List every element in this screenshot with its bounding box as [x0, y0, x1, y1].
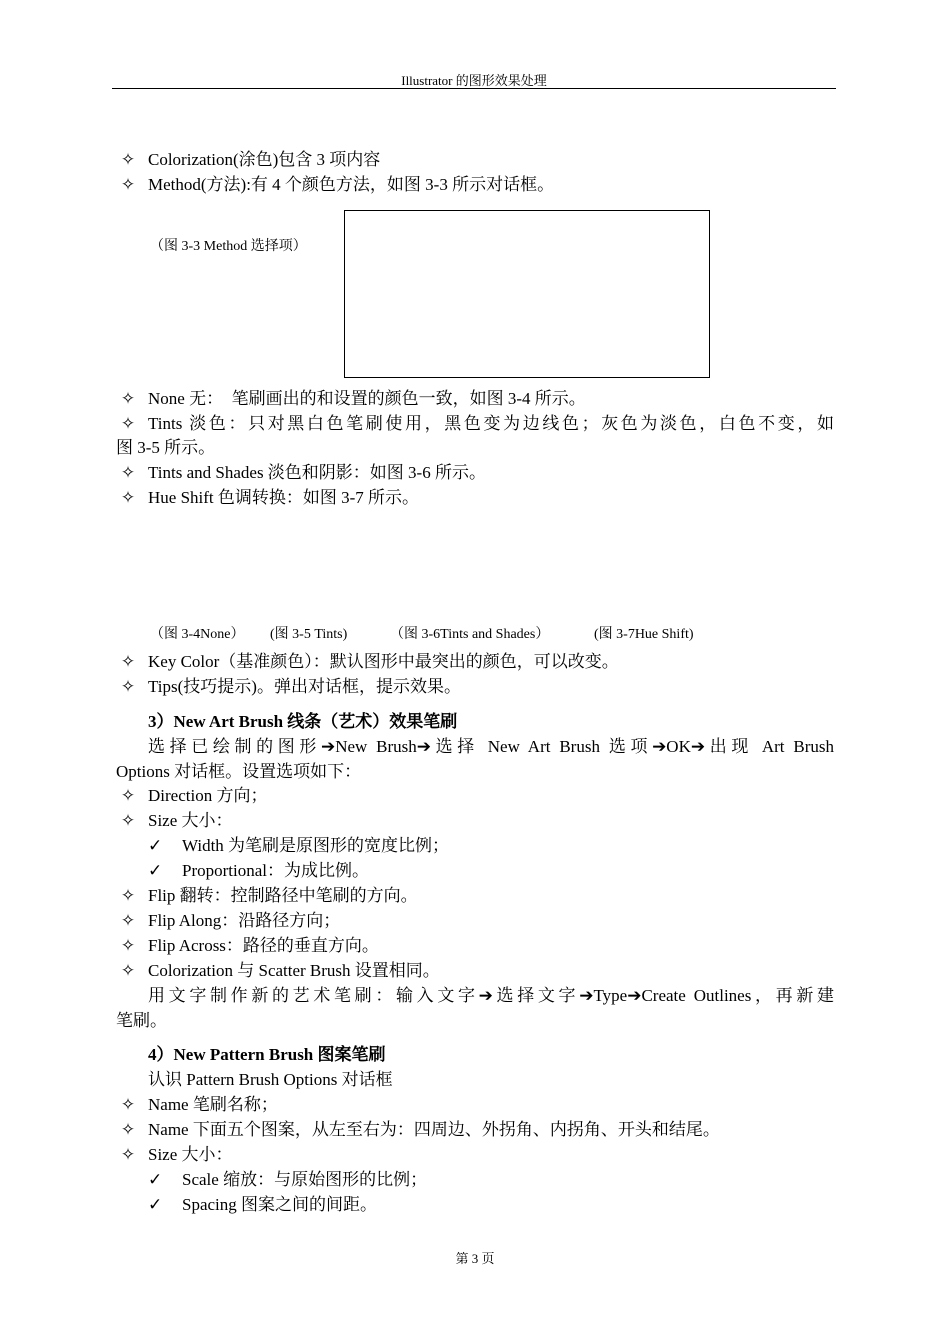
check-icon: ✓ [148, 836, 163, 855]
diamond-bullet-icon: ✧ [120, 677, 136, 696]
figure-placeholder [344, 210, 710, 378]
bullet-text: Tips(技巧提示)。弹出对话框，提示效果。 [148, 677, 461, 696]
diamond-bullet-icon: ✧ [120, 463, 136, 482]
diamond-bullet-icon: ✧ [120, 488, 136, 507]
bullet-text: Name 笔刷名称； [148, 1095, 278, 1114]
diamond-bullet-icon: ✧ [120, 414, 136, 433]
diamond-bullet-icon: ✧ [120, 1120, 136, 1139]
check-icon: ✓ [148, 1195, 163, 1214]
check-text: Scale 缩放：与原始图形的比例； [182, 1170, 428, 1189]
diamond-bullet-icon: ✧ [120, 886, 136, 905]
diamond-bullet-icon: ✧ [120, 1145, 136, 1164]
bullet-text: Flip 翻转：控制路径中笔刷的方向。 [148, 886, 418, 905]
bullet-text-continued: 图 3-5 所示。 [116, 438, 216, 457]
figure-caption: (图 3-7Hue Shift) [594, 627, 694, 642]
page-number: 第 3 页 [455, 1251, 495, 1266]
paragraph-line: 选择已绘制的图形➔New Brush➔选择 New Art Brush 选项➔OK➔出现 Art Brush [148, 737, 834, 756]
bullet-text: Tints 淡色：只对黑白色笔刷使用，黑色变为边线色；灰色为淡色，白色不变，如 [148, 414, 834, 433]
bullet-text: Size 大小： [148, 811, 233, 830]
check-text: Proportional：为成比例。 [182, 861, 369, 880]
diamond-bullet-icon: ✧ [120, 175, 136, 194]
check-text: Spacing 图案之间的间距。 [182, 1195, 378, 1214]
bullet-text: Key Color（基准颜色）：默认图形中最突出的颜色，可以改变。 [148, 652, 619, 671]
diamond-bullet-icon: ✧ [120, 150, 136, 169]
bullet-text: Colorization(涂色)包含 3 项内容 [148, 150, 381, 169]
paragraph-line: Options 对话框。设置选项如下： [116, 762, 362, 781]
check-icon: ✓ [148, 1170, 163, 1189]
paragraph-line: 认识 Pattern Brush Options 对话框 [148, 1070, 393, 1089]
check-icon: ✓ [148, 861, 163, 880]
diamond-bullet-icon: ✧ [120, 1095, 136, 1114]
header-rule [112, 88, 836, 89]
bullet-text: Tints and Shades 淡色和阴影：如图 3-6 所示。 [148, 463, 486, 482]
diamond-bullet-icon: ✧ [120, 911, 136, 930]
bullet-text: Name 下面五个图案，从左至右为：四周边、外拐角、内拐角、开头和结尾。 [148, 1120, 720, 1139]
diamond-bullet-icon: ✧ [120, 811, 136, 830]
figure-caption: (图 3-5 Tints) [270, 627, 348, 642]
diamond-bullet-icon: ✧ [120, 936, 136, 955]
figure-caption: （图 3-6Tints and Shades） [390, 627, 550, 642]
diamond-bullet-icon: ✧ [120, 389, 136, 408]
section-heading: 4）New Pattern Brush 图案笔刷 [148, 1045, 386, 1064]
section-heading: 3）New Art Brush 线条（艺术）效果笔刷 [148, 712, 458, 731]
bullet-text: Hue Shift 色调转换：如图 3-7 所示。 [148, 488, 420, 507]
bullet-text: Method(方法):有 4 个颜色方法，如图 3-3 所示对话框。 [148, 175, 555, 194]
page-header: Illustrator 的图形效果处理 [401, 73, 547, 88]
bullet-text: None 无： 笔刷画出的和设置的颜色一致，如图 3-4 所示。 [148, 389, 586, 408]
check-text: Width 为笔刷是原图形的宽度比例； [182, 836, 450, 855]
bullet-text: Direction 方向； [148, 786, 268, 805]
figure-caption: （图 3-4None） [150, 627, 245, 642]
figure-caption: （图 3-3 Method 选择项） [150, 239, 307, 254]
bullet-text: Colorization 与 Scatter Brush 设置相同。 [148, 961, 440, 980]
bullet-text: Flip Along：沿路径方向； [148, 911, 341, 930]
paragraph-line: 用文字制作新的艺术笔刷：输入文字➔选择文字➔Type➔Create Outlines，再新建 [148, 986, 834, 1005]
bullet-text: Size 大小： [148, 1145, 233, 1164]
bullet-text: Flip Across：路径的垂直方向。 [148, 936, 379, 955]
diamond-bullet-icon: ✧ [120, 961, 136, 980]
paragraph-line: 笔刷。 [116, 1011, 167, 1030]
diamond-bullet-icon: ✧ [120, 786, 136, 805]
diamond-bullet-icon: ✧ [120, 652, 136, 671]
